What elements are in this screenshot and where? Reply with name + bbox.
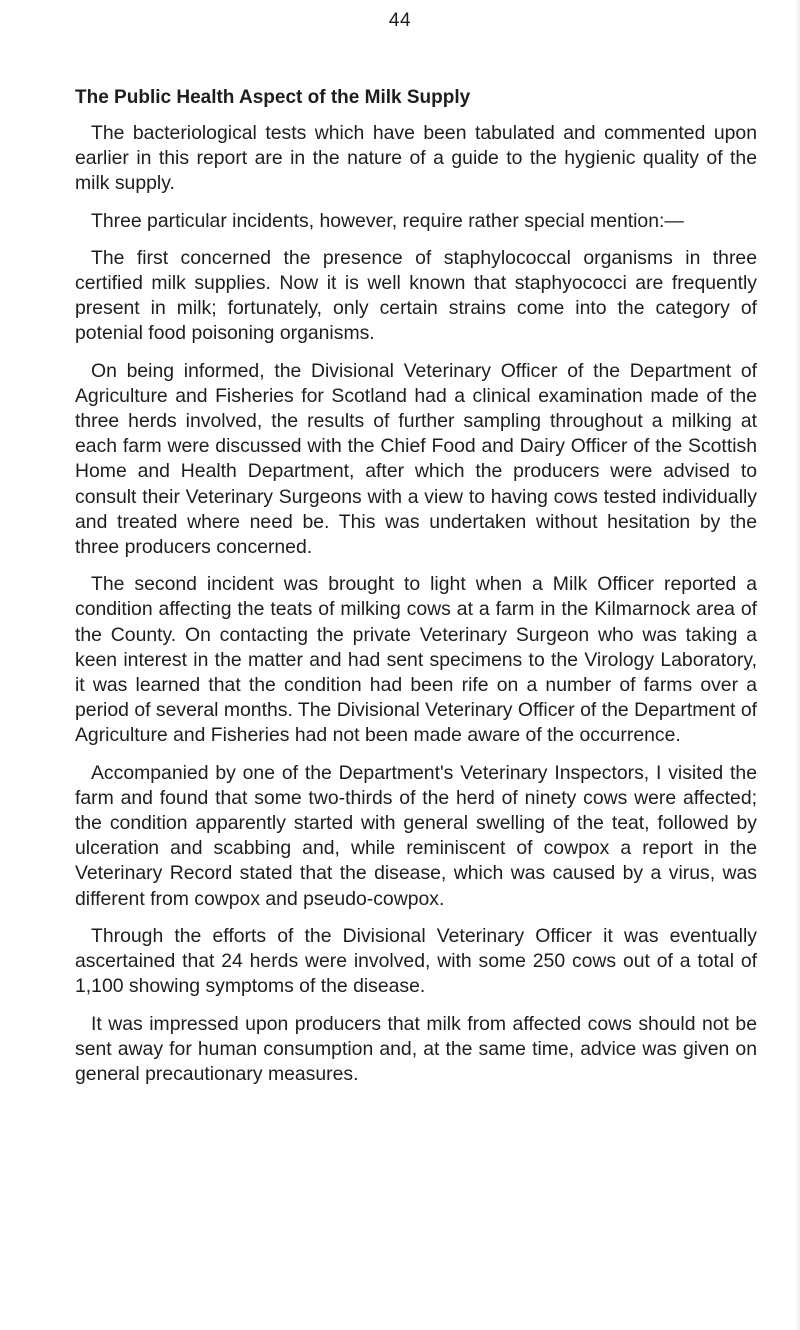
paragraph-precautions: It was impressed upon producers that milk from affected cows should not be sent away for human consumption and, at the same time, advice was given on general precautionary measures. [75, 1012, 757, 1085]
page-number: 44 [388, 10, 412, 31]
section-title: The Public Health Aspect of the Milk Supply [75, 87, 471, 108]
paragraph-intro: The bacteriological tests which have been tabulated and commented upon earlier in this report are in the nature of a guide to the hygienic quality of the milk supply. [75, 122, 757, 195]
paragraph-farm-visit: Accompanied by one of the Department's Veterinary Inspectors, I visited the farm and found that some two-thirds of the herd of ninety cows were affected; the condition apparently started with general swelling of the teat, followed by ulceration and scabbing and, while reminiscent of cowpox a report in the Veterinary Record stated that the disease, which was caused by a virus, was different from cowpox and pseudo-cowpox. [75, 761, 757, 910]
paragraph-incidents-mention: Three particular incidents, however, require rather special mention:— [91, 209, 684, 232]
paragraph-herds-involved: Through the efforts of the Divisional Veterinary Officer it was eventually ascertained that 24 herds were involved, with some 250 cows out of a total of 1,100 showing symptoms of the disease. [75, 924, 757, 998]
paragraph-veterinary-examination: On being informed, the Divisional Veterinary Officer of the Department of Agriculture and Fisheries for Scotland had a clinical examination made of the three herds involved, the results of further sampling throughout a milking at each farm were discussed with the Chief Food and Dairy Officer of the Scottish Home and Health Department, after which the producers were advised to consult their Veterinary Surgeons with a view to having cows tested individually and treated where need be. This was undertaken without hesitation by the three producers concerned. [75, 359, 757, 559]
scan-edge-shadow [794, 0, 800, 1330]
paragraph-first-incident: The first concerned the presence of staphylococcal organisms in three certified milk supplies. Now it is well known that staphyococci are frequently present in milk; fortunately, only certain strains come into the category of potenial food poisoning organisms. [75, 246, 757, 345]
article-body [75, 86, 757, 1099]
paragraph-second-incident: The second incident was brought to light when a Milk Officer reported a condition affecting the teats of milking cows at a farm in the Kilmarnock area of the County. On contacting the private Veterinary Surgeon who was taking a keen interest in the matter and had sent specimens to the Virology Laboratory, it was learned that the condition had been rife on a number of farms over a period of several months. The Divisional Veterinary Officer of the Department of Agriculture and Fisheries had not been made aware of the occurrence. [75, 573, 757, 747]
